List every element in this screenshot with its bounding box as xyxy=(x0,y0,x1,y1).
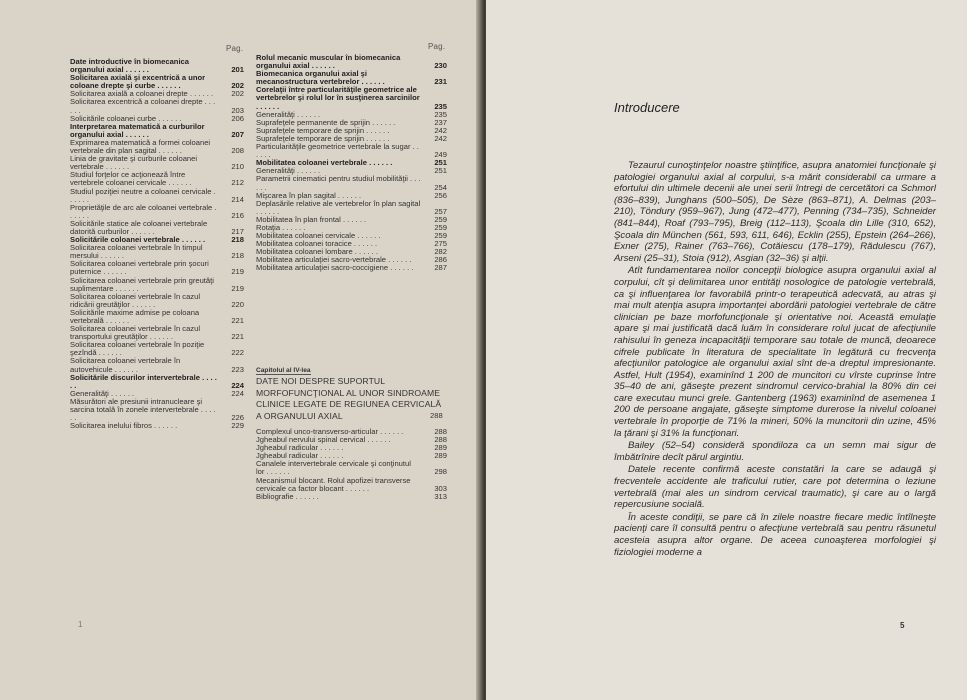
toc-entry-page: 289 xyxy=(434,451,447,461)
toc-entry-title: Mobilitatea coloanei toracice . . . . . . xyxy=(256,239,378,249)
toc-entry-page: 275 xyxy=(434,239,447,249)
toc-entry-page: 289 xyxy=(434,443,447,453)
toc-entry xyxy=(70,155,244,171)
toc-entry-page: 207 xyxy=(231,129,244,139)
toc-entry xyxy=(256,143,447,159)
toc-entry-page: 219 xyxy=(231,283,244,293)
toc-column-2 xyxy=(256,54,447,273)
toc-entry xyxy=(70,98,244,114)
toc-entry-page: 202 xyxy=(231,89,244,99)
toc-entry xyxy=(256,493,447,501)
toc-entry xyxy=(70,293,244,309)
toc-entry-page: 218 xyxy=(231,235,244,245)
margin-mark: 1 xyxy=(78,620,83,629)
toc-entry-page: 235 xyxy=(434,101,447,111)
toc-entry xyxy=(256,86,447,110)
toc-entry-title: Solicitările discurilor intervertebrale . . . . . . xyxy=(70,372,217,390)
toc-entry-title: Interpretarea matematică a curburilor organului axial . . . . . . xyxy=(70,121,205,139)
toc-entry-title: Solicitarea coloanei vertebrale în cazul transportului greutăţilor . . . . . . xyxy=(70,324,201,342)
toc-entry-page: 313 xyxy=(434,491,447,501)
toc-entry-title: Măsurători ale presiunii intranucleare şi sarcina totală în zonele intervertebrale . . . . . . xyxy=(70,396,216,423)
toc-entry-title: Solicitarea coloanei vertebrale în timpul mersului . . . . . . xyxy=(70,243,203,261)
toc-entry-title: Studiul poziţiei neutre a coloanei cervicale . . . . . . xyxy=(70,186,216,204)
toc-entry-title: Proprietăţile de arc ale coloanei vertebrale . . . . . . xyxy=(70,202,217,220)
toc-entry-page: 221 xyxy=(231,316,244,325)
body-paragraph: Tezaurul cunoştinţelor noastre ştiinţifice, asupra anatomiei funcţionale şi patologiei organului axial al corpului, s-a mărit considerabil ca urmare a efortului din ultimele decenii ale unei serii întregi de cercetători ca Schmorl (836–839), Junghans (500–505), De Sèze (863–871), A. Delmas (203–210), Töndury (959–967), Jung (472–477), Penning (734–735), Schneider (841–844), Roaf (793–795), Breig (112–113), Şcoala din Lille (310, 652), Şcoala din München (561, 593, 611, 646), Ecklin (255), Epstein (264–266), Exner (275), Rainer (763–766), Cotăiescu (178–179), Rădulescu (767), Arseni (25–31), Stoia (912), Asgian (32–36) şi alţii. xyxy=(614,160,936,264)
toc-entry-page: 251 xyxy=(434,158,447,168)
toc-entry-title: Bibliografie . . . . . . xyxy=(256,491,319,501)
toc-entry-page: 249 xyxy=(434,150,447,160)
pag-label-col2: Pag. xyxy=(428,42,446,51)
toc-entry-title: Solicitarea coloanei vertebrale prin greutăţi suplimentare . . . . . . xyxy=(70,275,214,293)
toc-entry-title: Jgheabul nervului spinal cervical . . . . . . xyxy=(256,435,391,445)
body-paragraph: Atît fundamentarea noilor concepţii biologice asupra organului axial al corpului, cît şi delimitarea unor entităţi nosologice de patologie vertebrală, ca şi influenţarea lor favorabilă printr-o terapeutică adecvată, au atras şi mai mult atenţia asupra importanţei abordării patologiei vertebrale de către clinician pe baze morfofuncţionale şi orientative noi. Această emulaţie apare şi mai justificată dacă luăm în considerare rolul jucat de afecţiunile rahisului în geneza incapacităţii temporare sau totale de muncă, deoarece cifrele publicate în literatura de specialitate în legătură cu frecvenţa afecţiunilor patologice ale organului axial sînt de-a dreptul impresionante. Astfel, Hult (1954), examinînd 1 200 de muncitori cu vîrste cuprinse între 35–40 de ani, găseşte prezent sindromul cervico-brahial la 80% din cei care executau munci grele. Gantenberg (1963) examinînd de asemenea 1 200 de persoane angajate, găseşte simptome durerose la nivelul coloanei vertebrale în proporţie de 71% la mineri, 50% la muncitorii din uzine, 45% la ţărani şi 31% la funcţionari. xyxy=(614,265,936,439)
toc-entry-title: Studiul forţelor ce acţionează între vertebrele coloanei cervicale . . . . . . xyxy=(70,170,192,188)
toc-entry-title: Mobilitatea articulaţiei sacro-vertebrale . . . . . . xyxy=(256,255,412,265)
toc-entry-title: Suprafeţele temporare de sprijin . . . . . . xyxy=(256,125,390,135)
toc-entry-page: 206 xyxy=(231,113,244,123)
toc-entry-title: Solicitările maxime admise pe coloana vertebrală . . . . . . xyxy=(70,307,200,325)
toc-entry-page: 229 xyxy=(231,421,244,431)
toc-entry-page: 212 xyxy=(231,178,244,188)
toc-entry-title: Solicitarea coloanei vertebrale în poziţie şezîndă . . . . . . xyxy=(70,340,205,358)
toc-entry-page: 224 xyxy=(231,388,244,398)
toc-entry-page: 256 xyxy=(434,190,447,200)
toc-entry-title: Date introductive în biomecanica organului axial . . . . . . xyxy=(70,57,189,75)
toc-entry-page: 201 xyxy=(231,65,244,75)
toc-entry-title: Mobilitatea articulaţiei sacro-coccigiene . . . . . . xyxy=(256,263,414,273)
toc-entry-page: 259 xyxy=(434,214,447,224)
toc-entry-title: Rotaţia . . . . . . xyxy=(256,222,306,232)
toc-entry-page: 286 xyxy=(434,255,447,265)
toc-entry xyxy=(256,175,447,191)
toc-entry-title: Solicitările statice ale coloanei vertebrale datorită curburilor . . . . . . xyxy=(70,218,208,236)
toc-entry-title: Corelaţii între particularităţile geometrice ale vertebrelor şi rolul lor în susţinerea sarcinilor . . . . . . xyxy=(256,85,420,111)
pag-label-col1: Pag. xyxy=(226,44,244,53)
toc-entry-page: 242 xyxy=(434,125,447,135)
toc-entry xyxy=(70,422,244,430)
toc-entry-page: 223 xyxy=(231,364,244,374)
toc-entry xyxy=(256,264,447,272)
introduction-body xyxy=(614,160,936,559)
toc-entry-title: Suprafeţele permanente de sprijin . . . . . . xyxy=(256,117,396,127)
toc-entry-title: Deplasările relative ale vertebrelor în plan sagital . . . . . . xyxy=(256,198,421,216)
toc-entry xyxy=(70,398,244,422)
toc-entry-title: Linia de gravitate şi curburile coloanei vertebrale . . . . . . xyxy=(70,154,198,172)
toc-entry-title: Solicitarea axială a coloanei drepte . . . . . . xyxy=(70,89,214,99)
toc-entry-page: 220 xyxy=(231,299,244,309)
toc-entry xyxy=(70,58,244,74)
toc-entry-page: 221 xyxy=(231,332,244,342)
body-paragraph: Datele recente confirmă aceste constatări la care se adaugă şi frecventele accidente ale traficului rutier, care pot determina o leziune vertebrală (mai ales un sindrom cervical traumatic), şi care au o largă repercusiune socială. xyxy=(614,464,936,511)
toc-entry-page: 202 xyxy=(231,81,244,91)
toc-entry xyxy=(70,357,244,373)
toc-entry-page: 259 xyxy=(434,231,447,241)
toc-entry-page: 242 xyxy=(434,133,447,143)
toc-entry-title: Solicitarea axială şi excentrică a unor coloane drepte şi curbe . . . . . . xyxy=(70,73,206,91)
toc-entry-page: 214 xyxy=(231,194,244,204)
chapter-page-number: 288 xyxy=(430,411,443,420)
toc-entry-page: 224 xyxy=(231,380,244,390)
toc-entry-title: Mişcarea în plan sagital . . . . . . xyxy=(256,190,362,200)
toc-entry-title: Solicitarea coloanei vertebrale prin şocuri puternice . . . . . . xyxy=(70,259,209,277)
toc-entry-page: 210 xyxy=(231,162,244,172)
toc-entry xyxy=(256,460,447,476)
chapter-title: DATE NOI DESPRE SUPORTUL MORFOFUNCŢIONAL AL UNOR SINDROAME CLINICE LEGATE DE REGIUNEA CERVICALĂ A ORGANULUI AXIAL xyxy=(256,376,442,421)
toc-entry-title: Exprimarea matematică a formei coloanei vertebrale din plan sagital . . . . . . xyxy=(70,137,211,156)
toc-entry-page: 288 xyxy=(434,435,447,445)
toc-entry-title: Solicitarea inelului fibros . . . . . . xyxy=(70,421,178,431)
body-paragraph: Bailey (52–54) consideră spondiloza ca un semn mai sigur de îmbătrînire decît părul argintiu. xyxy=(614,440,936,463)
toc-entry-title: Jgheabul radicular . . . . . . xyxy=(256,443,344,453)
toc-entry xyxy=(70,374,244,390)
toc-entry-title: Solicitările coloanei curbe . . . . . . xyxy=(70,113,182,123)
toc-entry xyxy=(70,220,244,236)
toc-entry-page: 222 xyxy=(231,348,244,358)
toc-entry-page: 237 xyxy=(434,117,447,127)
toc-entry xyxy=(70,260,244,276)
toc-entry-page: 226 xyxy=(231,413,244,423)
toc-entry-page: 216 xyxy=(231,210,244,220)
toc-entry xyxy=(70,139,244,155)
toc-entry-page: 203 xyxy=(231,105,244,115)
toc-entry-title: Mobilitatea coloanei cervicale . . . . . . xyxy=(256,231,381,241)
toc-entry-page: 254 xyxy=(434,182,447,192)
page-number: 5 xyxy=(900,621,905,630)
toc-entry-title: Suprafeţele temporare de sprijin . . . . . . xyxy=(256,133,390,143)
toc-entry-title: Generalităţi . . . . . . xyxy=(256,109,321,119)
toc-entry xyxy=(70,277,244,293)
toc-entry xyxy=(70,309,244,325)
toc-entry xyxy=(70,204,244,220)
toc-entry xyxy=(256,200,447,216)
toc-entry xyxy=(70,171,244,187)
toc-entry-page: 298 xyxy=(434,467,447,477)
toc-entry-page: 303 xyxy=(434,483,447,493)
toc-entry-title: Canalele intervertebrale cervicale şi conţinutul lor . . . . . . xyxy=(256,459,411,477)
toc-entry-title: Particularităţile geometrice vertebrale la sugar . . . . . . xyxy=(256,142,419,160)
toc-entry-title: Solicitarea excentrică a coloanei drepte . . . . . . xyxy=(70,97,216,115)
toc-entry-page: 288 xyxy=(434,427,447,436)
chapter-heading: Introducere xyxy=(614,100,680,115)
toc-column-1 xyxy=(70,58,244,430)
toc-entry-title: Solicitarea coloanei vertebrale în autovehicule . . . . . . xyxy=(70,356,181,374)
toc-entry xyxy=(70,123,244,139)
toc-entry-page: 231 xyxy=(434,77,447,87)
toc-entry xyxy=(70,341,244,357)
toc-entry xyxy=(70,244,244,260)
toc-entry-title: Mobilitatea coloanei vertebrale . . . . . . xyxy=(256,158,393,168)
toc-entry-title: Jgheabul radicular . . . . . . xyxy=(256,451,344,461)
toc-entry-title: Biomecanica organului axial şi mecanostructura vertebrelor . . . . . . xyxy=(256,69,385,87)
toc-entry xyxy=(256,477,447,493)
toc-entry-page: 259 xyxy=(434,222,447,232)
toc-entry-title: Mobilitatea coloanei lombare . . . . . . xyxy=(256,247,378,257)
toc-entry-title: Generalităţi . . . . . . xyxy=(256,166,321,176)
toc-entry xyxy=(70,188,244,204)
toc-entry-page: 217 xyxy=(231,226,244,236)
chapter-label: Capitolul al IV-lea xyxy=(256,367,311,374)
toc-entry xyxy=(256,70,447,86)
body-paragraph: În aceste condiţii, se pare că în zilele noastre fiecare medic întîlneşte pacienţi care îl consultă pentru o afecţiune vertebrală sau pentru răsunetul acesteia asupra altor organe. De aceea cunoaşterea morfologiei şi fiziologiei moderne a xyxy=(614,511,936,558)
toc-entry-title: Complexul unco-transverso-articular . . . . . . xyxy=(256,427,404,436)
toc-entry-page: 287 xyxy=(434,263,447,273)
toc-entry-page: 251 xyxy=(434,166,447,176)
toc-entry-title: Mobilitatea în plan frontal . . . . . . xyxy=(256,214,367,224)
toc-entry xyxy=(256,54,447,70)
toc-entry-page: 219 xyxy=(231,267,244,277)
toc-entry-title: Generalităţi . . . . . . xyxy=(70,388,135,398)
toc-entry-page: 235 xyxy=(434,109,447,119)
toc-entry-title: Mecanismul blocant. Rolul apofizei transverse cervicale ca factor blocant . . . . . . xyxy=(256,475,411,493)
left-page xyxy=(0,0,482,700)
toc-entry-title: Rolul mecanic muscular în biomecanica organului axial . . . . . . xyxy=(256,53,401,71)
toc-entry-page: 218 xyxy=(231,251,244,261)
toc-entry-page: 282 xyxy=(434,247,447,257)
toc-entry-title: Solicitările coloanei vertebrale . . . . . . xyxy=(70,235,206,245)
toc-entry xyxy=(70,74,244,90)
toc-entry-page: 230 xyxy=(434,61,447,71)
toc-entry-page: 257 xyxy=(434,206,447,216)
toc-entry-title: Parametrii cinematici pentru studiul mobilităţii . . . . . . xyxy=(256,174,421,192)
toc-entry xyxy=(70,325,244,341)
toc-entry-title: Solicitarea coloanei vertebrale în cazul ridicării greutăţilor . . . . . . xyxy=(70,291,201,309)
toc-entry-page: 208 xyxy=(231,146,244,156)
toc-column-3 xyxy=(256,428,447,501)
